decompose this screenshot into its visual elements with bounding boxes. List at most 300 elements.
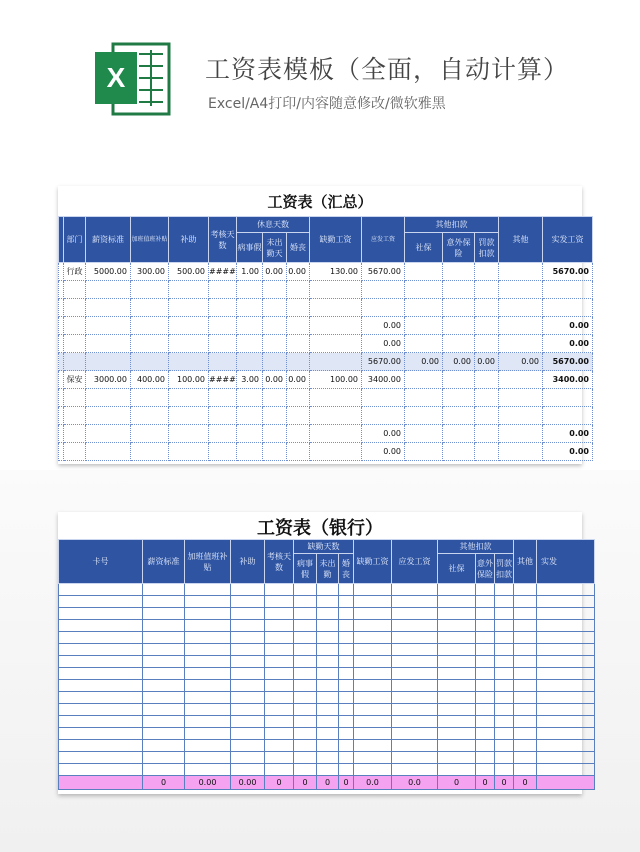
table-cell[interactable] bbox=[475, 299, 499, 317]
table-cell[interactable] bbox=[64, 335, 86, 353]
table-cell[interactable] bbox=[59, 620, 143, 632]
table-cell[interactable] bbox=[354, 680, 392, 692]
table-cell[interactable] bbox=[543, 299, 593, 317]
table-cell[interactable] bbox=[287, 407, 310, 425]
table-cell[interactable] bbox=[476, 692, 495, 704]
table-cell[interactable] bbox=[392, 764, 438, 776]
table-cell[interactable] bbox=[362, 281, 405, 299]
table-cell[interactable] bbox=[405, 407, 443, 425]
table-cell[interactable] bbox=[143, 656, 185, 668]
table-cell[interactable] bbox=[317, 692, 339, 704]
table-cell[interactable] bbox=[185, 680, 231, 692]
table-cell[interactable] bbox=[86, 389, 131, 407]
table-cell[interactable] bbox=[131, 353, 169, 371]
table-cell[interactable] bbox=[476, 584, 495, 596]
table-cell[interactable] bbox=[476, 656, 495, 668]
table-cell[interactable] bbox=[310, 317, 362, 335]
table-cell[interactable]: 0.00 bbox=[475, 353, 499, 371]
table-cell[interactable] bbox=[185, 656, 231, 668]
table-cell[interactable] bbox=[287, 299, 310, 317]
table-cell[interactable] bbox=[169, 335, 209, 353]
table-cell[interactable] bbox=[86, 353, 131, 371]
table-cell[interactable] bbox=[169, 317, 209, 335]
table-cell[interactable] bbox=[231, 620, 265, 632]
table-cell[interactable] bbox=[131, 389, 169, 407]
table-cell[interactable] bbox=[438, 740, 476, 752]
table-cell[interactable]: 0.00 bbox=[543, 317, 593, 335]
table-cell[interactable] bbox=[231, 752, 265, 764]
table-cell[interactable] bbox=[265, 668, 294, 680]
table-cell[interactable] bbox=[405, 335, 443, 353]
table-cell[interactable] bbox=[59, 644, 143, 656]
table-cell[interactable] bbox=[443, 443, 475, 461]
table-cell[interactable] bbox=[86, 407, 131, 425]
table-cell[interactable] bbox=[231, 584, 265, 596]
table-cell[interactable] bbox=[317, 668, 339, 680]
table-cell[interactable] bbox=[59, 680, 143, 692]
table-cell[interactable] bbox=[265, 620, 294, 632]
table-cell[interactable]: 0.00 bbox=[499, 353, 543, 371]
table-cell[interactable]: 0.00 bbox=[543, 335, 593, 353]
table-cell[interactable] bbox=[443, 263, 475, 281]
table-cell[interactable] bbox=[514, 596, 537, 608]
table-cell[interactable] bbox=[438, 752, 476, 764]
table-cell[interactable] bbox=[339, 692, 354, 704]
table-cell[interactable] bbox=[185, 632, 231, 644]
table-cell[interactable] bbox=[438, 764, 476, 776]
table-cell[interactable] bbox=[495, 584, 514, 596]
table-cell[interactable] bbox=[310, 389, 362, 407]
table-cell[interactable] bbox=[392, 716, 438, 728]
table-cell[interactable] bbox=[237, 335, 263, 353]
table-cell[interactable] bbox=[392, 620, 438, 632]
table-cell[interactable] bbox=[495, 596, 514, 608]
table-cell[interactable]: 3000.00 bbox=[86, 371, 131, 389]
table-cell[interactable] bbox=[476, 608, 495, 620]
table-cell[interactable] bbox=[543, 389, 593, 407]
table-cell[interactable] bbox=[392, 644, 438, 656]
table-cell[interactable] bbox=[339, 752, 354, 764]
table-cell[interactable] bbox=[476, 752, 495, 764]
table-cell[interactable]: 5670.00 bbox=[543, 263, 593, 281]
table-cell[interactable] bbox=[59, 656, 143, 668]
table-cell[interactable] bbox=[476, 704, 495, 716]
table-cell[interactable] bbox=[362, 389, 405, 407]
table-cell[interactable] bbox=[443, 281, 475, 299]
table-cell[interactable] bbox=[438, 620, 476, 632]
table-cell[interactable]: #### bbox=[209, 263, 237, 281]
table-cell[interactable] bbox=[143, 704, 185, 716]
table-cell[interactable] bbox=[169, 425, 209, 443]
table-cell[interactable] bbox=[131, 425, 169, 443]
table-cell[interactable] bbox=[354, 740, 392, 752]
table-cell[interactable] bbox=[287, 425, 310, 443]
table-cell[interactable] bbox=[294, 584, 317, 596]
table-cell[interactable] bbox=[543, 281, 593, 299]
table-cell[interactable]: 5670.00 bbox=[362, 263, 405, 281]
table-cell[interactable] bbox=[86, 299, 131, 317]
table-cell[interactable] bbox=[294, 752, 317, 764]
table-cell[interactable] bbox=[231, 716, 265, 728]
table-cell[interactable] bbox=[475, 389, 499, 407]
table-cell[interactable] bbox=[475, 425, 499, 443]
table-cell[interactable] bbox=[443, 425, 475, 443]
table-cell[interactable] bbox=[354, 716, 392, 728]
table-cell[interactable] bbox=[495, 680, 514, 692]
table-cell[interactable]: 行政 bbox=[64, 263, 86, 281]
table-cell[interactable] bbox=[59, 596, 143, 608]
table-cell[interactable] bbox=[231, 728, 265, 740]
table-cell[interactable] bbox=[310, 353, 362, 371]
table-cell[interactable] bbox=[499, 281, 543, 299]
table-cell[interactable]: 0.00 bbox=[287, 371, 310, 389]
table-cell[interactable] bbox=[294, 716, 317, 728]
table-cell[interactable] bbox=[499, 335, 543, 353]
table-cell[interactable]: 0.00 bbox=[362, 317, 405, 335]
table-cell[interactable] bbox=[339, 668, 354, 680]
table-cell[interactable] bbox=[131, 299, 169, 317]
table-cell[interactable]: 保安 bbox=[64, 371, 86, 389]
table-cell[interactable] bbox=[231, 680, 265, 692]
table-cell[interactable] bbox=[209, 389, 237, 407]
table-cell[interactable] bbox=[64, 389, 86, 407]
table-cell[interactable] bbox=[263, 353, 287, 371]
table-cell[interactable] bbox=[514, 764, 537, 776]
table-cell[interactable] bbox=[185, 608, 231, 620]
table-cell[interactable] bbox=[143, 644, 185, 656]
table-cell[interactable] bbox=[131, 317, 169, 335]
table-cell[interactable] bbox=[495, 752, 514, 764]
table-cell[interactable] bbox=[237, 281, 263, 299]
table-cell[interactable] bbox=[476, 764, 495, 776]
table-cell[interactable] bbox=[263, 317, 287, 335]
table-cell[interactable] bbox=[495, 740, 514, 752]
table-cell[interactable] bbox=[294, 644, 317, 656]
table-cell[interactable] bbox=[86, 317, 131, 335]
table-cell[interactable] bbox=[537, 692, 595, 704]
table-cell[interactable]: 500.00 bbox=[169, 263, 209, 281]
table-cell[interactable] bbox=[354, 584, 392, 596]
table-cell[interactable] bbox=[294, 596, 317, 608]
table-cell[interactable] bbox=[537, 764, 595, 776]
table-cell[interactable] bbox=[537, 584, 595, 596]
table-cell[interactable] bbox=[476, 716, 495, 728]
table-cell[interactable] bbox=[294, 632, 317, 644]
table-cell[interactable] bbox=[476, 620, 495, 632]
table-cell[interactable] bbox=[209, 353, 237, 371]
table-cell[interactable] bbox=[64, 407, 86, 425]
table-cell[interactable] bbox=[495, 692, 514, 704]
table-cell[interactable] bbox=[185, 728, 231, 740]
table-cell[interactable] bbox=[310, 425, 362, 443]
table-cell[interactable] bbox=[64, 443, 86, 461]
table-cell[interactable] bbox=[263, 299, 287, 317]
table-cell[interactable] bbox=[209, 281, 237, 299]
table-cell[interactable] bbox=[537, 632, 595, 644]
table-cell[interactable] bbox=[231, 596, 265, 608]
table-cell[interactable] bbox=[392, 668, 438, 680]
table-cell[interactable] bbox=[339, 728, 354, 740]
table-cell[interactable] bbox=[339, 596, 354, 608]
table-cell[interactable] bbox=[354, 608, 392, 620]
table-cell[interactable] bbox=[294, 608, 317, 620]
table-cell[interactable] bbox=[537, 644, 595, 656]
table-cell[interactable] bbox=[64, 353, 86, 371]
table-cell[interactable] bbox=[265, 596, 294, 608]
table-cell[interactable] bbox=[476, 644, 495, 656]
table-cell[interactable] bbox=[476, 632, 495, 644]
table-cell[interactable] bbox=[265, 584, 294, 596]
table-cell[interactable] bbox=[354, 656, 392, 668]
table-cell[interactable] bbox=[495, 632, 514, 644]
table-cell[interactable] bbox=[354, 692, 392, 704]
table-cell[interactable] bbox=[317, 728, 339, 740]
table-cell[interactable] bbox=[287, 281, 310, 299]
table-cell[interactable] bbox=[392, 608, 438, 620]
table-cell[interactable] bbox=[263, 389, 287, 407]
table-cell[interactable]: #### bbox=[209, 371, 237, 389]
table-cell[interactable] bbox=[514, 704, 537, 716]
table-cell[interactable] bbox=[237, 443, 263, 461]
table-cell[interactable] bbox=[476, 668, 495, 680]
table-cell[interactable] bbox=[514, 632, 537, 644]
table-cell[interactable] bbox=[59, 704, 143, 716]
table-cell[interactable] bbox=[537, 680, 595, 692]
table-cell[interactable] bbox=[169, 407, 209, 425]
table-cell[interactable] bbox=[339, 620, 354, 632]
table-cell[interactable] bbox=[237, 407, 263, 425]
table-cell[interactable] bbox=[339, 740, 354, 752]
table-cell[interactable] bbox=[438, 692, 476, 704]
table-cell[interactable] bbox=[185, 764, 231, 776]
table-cell[interactable] bbox=[294, 680, 317, 692]
table-cell[interactable] bbox=[405, 263, 443, 281]
table-cell[interactable] bbox=[476, 728, 495, 740]
table-cell[interactable] bbox=[354, 596, 392, 608]
table-cell[interactable] bbox=[294, 668, 317, 680]
table-cell[interactable] bbox=[443, 389, 475, 407]
table-cell[interactable] bbox=[143, 740, 185, 752]
table-cell[interactable]: 0.00 bbox=[287, 263, 310, 281]
table-cell[interactable] bbox=[317, 584, 339, 596]
table-cell[interactable] bbox=[405, 389, 443, 407]
table-cell[interactable] bbox=[59, 608, 143, 620]
table-cell[interactable] bbox=[317, 620, 339, 632]
table-cell[interactable] bbox=[495, 608, 514, 620]
table-cell[interactable] bbox=[143, 632, 185, 644]
table-cell[interactable] bbox=[354, 764, 392, 776]
table-cell[interactable] bbox=[537, 596, 595, 608]
table-cell[interactable] bbox=[231, 608, 265, 620]
table-cell[interactable] bbox=[317, 632, 339, 644]
table-cell[interactable] bbox=[495, 728, 514, 740]
table-cell[interactable] bbox=[143, 668, 185, 680]
table-cell[interactable] bbox=[405, 443, 443, 461]
table-cell[interactable] bbox=[537, 620, 595, 632]
table-cell[interactable] bbox=[143, 680, 185, 692]
table-cell[interactable] bbox=[514, 740, 537, 752]
table-cell[interactable] bbox=[392, 728, 438, 740]
table-cell[interactable] bbox=[59, 584, 143, 596]
table-cell[interactable] bbox=[475, 407, 499, 425]
table-cell[interactable] bbox=[317, 752, 339, 764]
table-cell[interactable] bbox=[495, 644, 514, 656]
table-cell[interactable] bbox=[514, 680, 537, 692]
table-cell[interactable] bbox=[265, 632, 294, 644]
table-cell[interactable] bbox=[438, 668, 476, 680]
table-cell[interactable] bbox=[499, 299, 543, 317]
table-cell[interactable] bbox=[339, 632, 354, 644]
table-cell[interactable] bbox=[392, 752, 438, 764]
table-cell[interactable] bbox=[310, 335, 362, 353]
table-cell[interactable] bbox=[438, 656, 476, 668]
table-cell[interactable]: 0.00 bbox=[405, 353, 443, 371]
table-cell[interactable] bbox=[495, 716, 514, 728]
table-cell[interactable] bbox=[499, 425, 543, 443]
table-cell[interactable] bbox=[514, 668, 537, 680]
table-cell[interactable] bbox=[169, 443, 209, 461]
table-cell[interactable] bbox=[265, 608, 294, 620]
table-cell[interactable]: 0.00 bbox=[362, 443, 405, 461]
table-cell[interactable] bbox=[317, 596, 339, 608]
table-cell[interactable] bbox=[392, 704, 438, 716]
table-cell[interactable] bbox=[354, 728, 392, 740]
table-cell[interactable] bbox=[143, 764, 185, 776]
table-cell[interactable]: 300.00 bbox=[131, 263, 169, 281]
table-cell[interactable]: 0.00 bbox=[362, 425, 405, 443]
table-cell[interactable] bbox=[438, 680, 476, 692]
table-cell[interactable] bbox=[310, 281, 362, 299]
table-cell[interactable] bbox=[317, 680, 339, 692]
table-cell[interactable] bbox=[537, 608, 595, 620]
table-cell[interactable] bbox=[231, 704, 265, 716]
table-cell[interactable] bbox=[263, 281, 287, 299]
table-cell[interactable] bbox=[514, 692, 537, 704]
table-cell[interactable] bbox=[392, 692, 438, 704]
table-cell[interactable] bbox=[131, 407, 169, 425]
table-cell[interactable] bbox=[310, 443, 362, 461]
table-cell[interactable] bbox=[185, 620, 231, 632]
table-cell[interactable] bbox=[339, 716, 354, 728]
table-cell[interactable] bbox=[438, 644, 476, 656]
table-cell[interactable]: 5000.00 bbox=[86, 263, 131, 281]
table-cell[interactable] bbox=[169, 299, 209, 317]
table-cell[interactable] bbox=[537, 740, 595, 752]
table-cell[interactable] bbox=[514, 608, 537, 620]
table-cell[interactable]: 0.00 bbox=[543, 443, 593, 461]
table-cell[interactable] bbox=[354, 752, 392, 764]
table-cell[interactable] bbox=[438, 728, 476, 740]
table-cell[interactable] bbox=[231, 632, 265, 644]
table-cell[interactable] bbox=[64, 281, 86, 299]
table-cell[interactable] bbox=[86, 335, 131, 353]
table-cell[interactable] bbox=[231, 740, 265, 752]
table-cell[interactable] bbox=[231, 764, 265, 776]
table-cell[interactable]: 3400.00 bbox=[362, 371, 405, 389]
table-cell[interactable] bbox=[317, 740, 339, 752]
table-cell[interactable] bbox=[499, 389, 543, 407]
table-cell[interactable] bbox=[265, 740, 294, 752]
table-cell[interactable] bbox=[294, 620, 317, 632]
table-cell[interactable] bbox=[287, 389, 310, 407]
table-cell[interactable] bbox=[143, 692, 185, 704]
table-cell[interactable] bbox=[392, 596, 438, 608]
table-cell[interactable] bbox=[514, 716, 537, 728]
table-cell[interactable] bbox=[339, 764, 354, 776]
table-cell[interactable] bbox=[392, 584, 438, 596]
table-cell[interactable] bbox=[294, 764, 317, 776]
table-cell[interactable] bbox=[209, 317, 237, 335]
table-cell[interactable] bbox=[143, 728, 185, 740]
table-cell[interactable] bbox=[362, 299, 405, 317]
table-cell[interactable] bbox=[475, 371, 499, 389]
table-cell[interactable] bbox=[265, 716, 294, 728]
table-cell[interactable]: 400.00 bbox=[131, 371, 169, 389]
table-cell[interactable] bbox=[185, 692, 231, 704]
table-cell[interactable]: 3.00 bbox=[237, 371, 263, 389]
table-cell[interactable] bbox=[231, 656, 265, 668]
table-cell[interactable] bbox=[475, 263, 499, 281]
table-cell[interactable] bbox=[495, 668, 514, 680]
table-cell[interactable] bbox=[265, 656, 294, 668]
table-cell[interactable] bbox=[209, 425, 237, 443]
table-cell[interactable] bbox=[59, 632, 143, 644]
table-cell[interactable] bbox=[317, 704, 339, 716]
table-cell[interactable] bbox=[185, 752, 231, 764]
table-cell[interactable] bbox=[438, 704, 476, 716]
table-cell[interactable]: 5670.00 bbox=[543, 353, 593, 371]
table-cell[interactable] bbox=[263, 407, 287, 425]
table-cell[interactable] bbox=[59, 752, 143, 764]
table-cell[interactable] bbox=[405, 425, 443, 443]
table-cell[interactable] bbox=[495, 656, 514, 668]
table-cell[interactable] bbox=[185, 596, 231, 608]
table-cell[interactable] bbox=[265, 764, 294, 776]
table-cell[interactable] bbox=[514, 752, 537, 764]
table-cell[interactable] bbox=[475, 281, 499, 299]
table-cell[interactable] bbox=[143, 716, 185, 728]
table-cell[interactable] bbox=[287, 443, 310, 461]
table-cell[interactable] bbox=[339, 680, 354, 692]
table-cell[interactable]: 0.00 bbox=[362, 335, 405, 353]
table-cell[interactable] bbox=[537, 656, 595, 668]
table-cell[interactable] bbox=[317, 764, 339, 776]
table-cell[interactable] bbox=[287, 353, 310, 371]
table-cell[interactable]: 100.00 bbox=[310, 371, 362, 389]
table-cell[interactable] bbox=[265, 692, 294, 704]
table-cell[interactable] bbox=[514, 644, 537, 656]
table-cell[interactable] bbox=[438, 584, 476, 596]
table-cell[interactable] bbox=[237, 299, 263, 317]
table-cell[interactable]: 0.00 bbox=[543, 425, 593, 443]
table-cell[interactable] bbox=[354, 668, 392, 680]
table-cell[interactable] bbox=[443, 371, 475, 389]
table-cell[interactable] bbox=[537, 728, 595, 740]
table-cell[interactable] bbox=[354, 632, 392, 644]
table-cell[interactable] bbox=[310, 299, 362, 317]
table-cell[interactable] bbox=[231, 668, 265, 680]
table-cell[interactable] bbox=[495, 620, 514, 632]
table-cell[interactable] bbox=[265, 728, 294, 740]
table-cell[interactable] bbox=[131, 281, 169, 299]
table-cell[interactable] bbox=[317, 608, 339, 620]
table-cell[interactable] bbox=[392, 656, 438, 668]
table-cell[interactable] bbox=[263, 425, 287, 443]
table-cell[interactable] bbox=[354, 644, 392, 656]
table-cell[interactable] bbox=[514, 728, 537, 740]
table-cell[interactable]: 0.00 bbox=[263, 371, 287, 389]
table-cell[interactable] bbox=[499, 407, 543, 425]
